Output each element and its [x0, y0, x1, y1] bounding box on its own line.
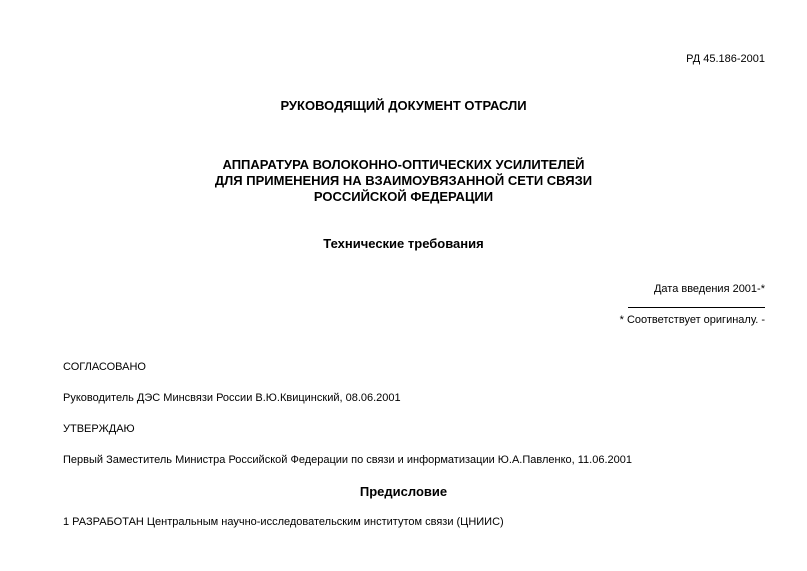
approved-label: УТВЕРЖДАЮ: [63, 423, 135, 435]
approved-by: Первый Заместитель Министра Российской Федерации по связи и информатизации Ю.А.Павленко, 11.06.2001: [63, 454, 632, 466]
document-type-heading: РУКОВОДЯЩИЙ ДОКУМЕНТ ОТРАСЛИ: [280, 98, 527, 113]
title-line-1: АППАРАТУРА ВОЛОКОННО-ОПТИЧЕСКИХ УСИЛИТЕЛЕЙ: [222, 157, 585, 172]
agreed-by: Руководитель ДЭС Минсвязи России В.Ю.Квицинский, 08.06.2001: [63, 392, 401, 404]
footnote-divider: [628, 307, 765, 308]
footnote: * Соответствует оригиналу. -: [619, 314, 765, 326]
document-code: РД 45.186-2001: [686, 53, 765, 65]
title-line-3: РОССИЙСКОЙ ФЕДЕРАЦИИ: [313, 189, 494, 204]
preface-heading: Предисловие: [359, 484, 448, 499]
document-subtitle: Технические требования: [323, 236, 484, 251]
title-line-2: ДЛЯ ПРИМЕНЕНИЯ НА ВЗАИМОУВЯЗАННОЙ СЕТИ СВЯЗИ: [214, 173, 593, 188]
preface-item-1: 1 РАЗРАБОТАН Центральным научно-исследовательским институтом связи (ЦНИИС): [63, 516, 504, 528]
document-title: [0, 157, 807, 205]
introduction-date: Дата введения 2001-*: [653, 283, 765, 295]
agreed-label: СОГЛАСОВАНО: [63, 361, 146, 373]
